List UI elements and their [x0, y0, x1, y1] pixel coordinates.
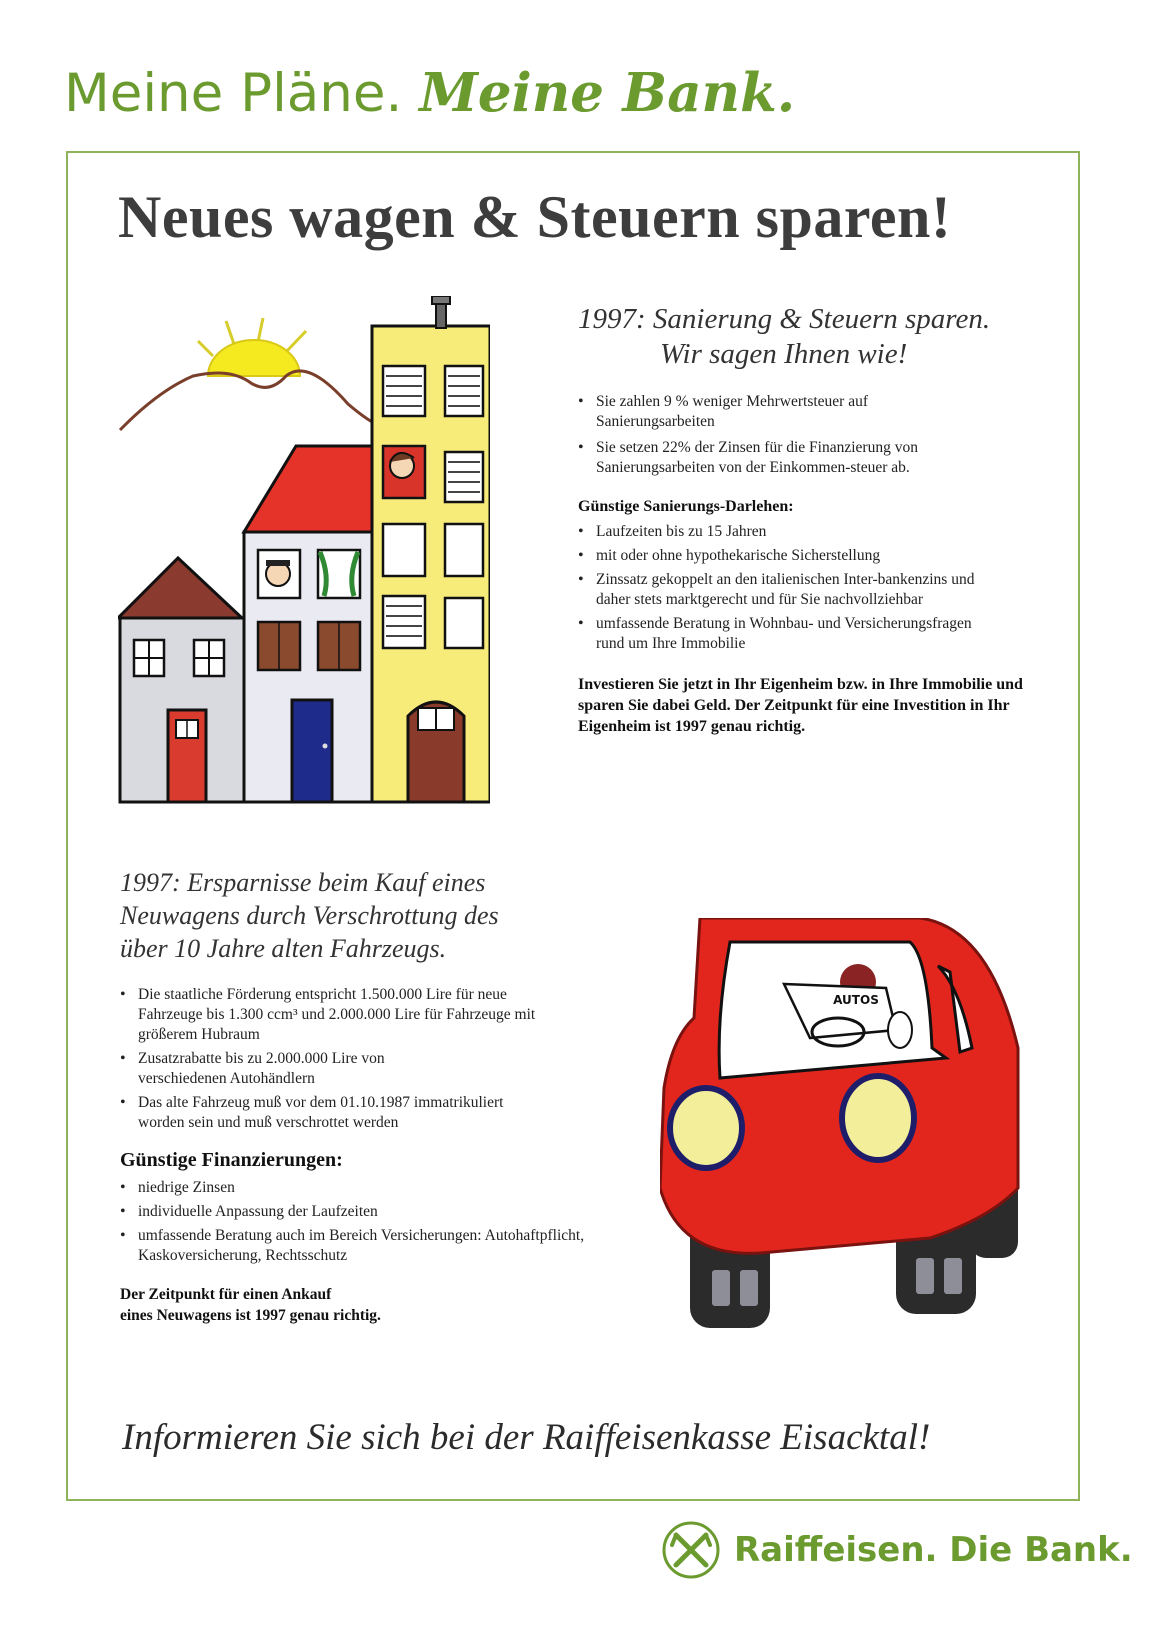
hills-icon [120, 371, 380, 430]
list-item: • Die staatliche Förderung entspricht 1.500.000 Lire für neue Fahrzeuge bis 1.300 ccm³ und 2.000.000 Lire für Fahrzeuge mit größerem Hubraum [120, 985, 560, 1045]
car-title-line1: 1997: Ersparnisse beim Kauf eines [120, 868, 486, 897]
headlight-icon [670, 1088, 742, 1168]
sun-icon [208, 340, 300, 376]
list-item: • Sie setzen 22% der Zinsen für die Finanzierung von Sanierungsarbeiten von der Einkommen-steuer ab. [578, 438, 978, 478]
brand-tagline: Die Bank. [949, 1530, 1133, 1570]
brand-name: Raiffeisen. [734, 1530, 938, 1570]
car-closing-line2: eines Neuwagens ist 1997 genau richtig. [120, 1307, 381, 1324]
car-bullets [120, 985, 560, 1133]
list-item: • niedrige Zinsen [120, 1178, 590, 1198]
list-item: • Das alte Fahrzeug muß vor dem 01.10.1987 immatrikuliert worden sein und muß verschrottet werden [120, 1093, 548, 1133]
list-item: • mit oder ohne hypothekarische Sicherstellung [578, 546, 978, 566]
finance-heading: Günstige Finanzierungen: [120, 1149, 343, 1171]
renovation-bullets [578, 392, 978, 478]
headlight-icon [842, 1076, 914, 1160]
slogan-part2: Meine Bank. [419, 62, 796, 124]
finance-bullets [120, 1178, 590, 1266]
car-title-line3: über 10 Jahre alten Fahrzeugs. [120, 934, 447, 963]
list-item: • Zinssatz gekoppelt an den italienischen Inter-bankenzins und daher stets marktgerecht und für Sie nachvollziehbar [578, 570, 978, 610]
footer-line: Informieren Sie sich bei der Raiffeisenkasse Eisacktal! [122, 1417, 931, 1458]
list-item: • umfassende Beratung auch im Bereich Versicherungen: Autohaftpflicht, Kaskoversicherung, Rechtsschutz [120, 1226, 590, 1266]
car-title-line2: Neuwagens durch Verschrottung des [120, 901, 499, 930]
renovation-title-line1: 1997: Sanierung & Steuern sparen. [578, 303, 991, 335]
page-slogan [64, 62, 795, 124]
renovation-section [578, 302, 1058, 737]
houses-illustration [118, 296, 490, 806]
list-item: • umfassende Beratung in Wohnbau- und Versicherungsfragen rund um Ihre Immobilie [578, 614, 978, 654]
brand-text [734, 1530, 1133, 1570]
car-closing-line1: Der Zeitpunkt für einen Ankauf [120, 1286, 332, 1303]
car-illustration [660, 918, 1040, 1338]
renovation-title-line2: Wir sagen Ihnen wie! [660, 338, 908, 370]
list-item: • individuelle Anpassung der Laufzeiten [120, 1202, 590, 1222]
car-section [120, 866, 600, 1326]
list-item: • Zusatzrabatte bis zu 2.000.000 Lire von verschiedenen Autohändlern [120, 1049, 438, 1089]
renovation-closing: Investieren Sie jetzt in Ihr Eigenheim bzw. in Ihre Immobilie und sparen Sie dabei Geld. Der Zeitpunkt für eine Investition in Ihr Eigenheim ist 1997 genau richtig. [578, 676, 1023, 735]
loans-heading: Günstige Sanierungs-Darlehen: [578, 498, 794, 515]
car-sign-text: AUTOS [833, 993, 879, 1007]
list-item: • Sie zahlen 9 % weniger Mehrwertsteuer auf Sanierungsarbeiten [578, 392, 978, 432]
list-item: • Laufzeiten bis zu 15 Jahren [578, 522, 978, 542]
slogan-part1: Meine Pläne. [64, 63, 403, 124]
loan-bullets [578, 522, 978, 654]
headline: Neues wagen & Steuern sparen! [118, 184, 952, 250]
raiffeisen-crossed-horses-icon [662, 1521, 720, 1579]
brand-logo [662, 1520, 1133, 1580]
